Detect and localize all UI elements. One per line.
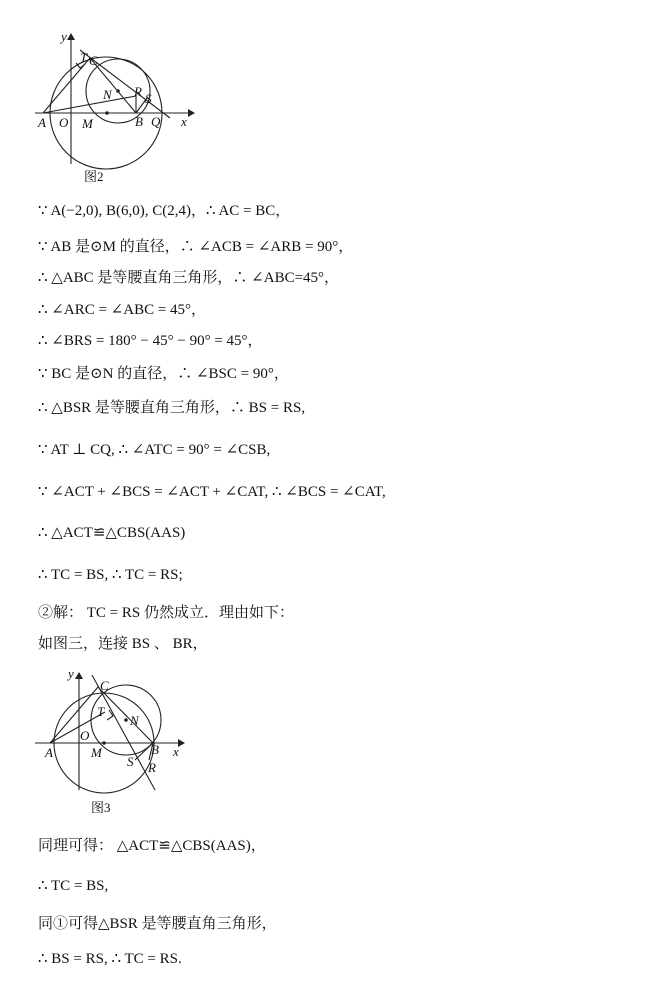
segment-ac bbox=[50, 687, 98, 743]
segment-ar bbox=[43, 96, 136, 113]
proof-line-14: 同①可得△BSR 是等腰直角三角形， bbox=[38, 916, 277, 932]
proof-line-2: ∵ AB 是⊙M 的直径，∴ ∠ACB = ∠ARB = 90°， bbox=[38, 239, 354, 255]
proof-line-6: ∵ BC 是⊙N 的直径，∴ ∠BSC = 90°， bbox=[38, 366, 289, 382]
point-n bbox=[116, 89, 120, 93]
label-y: y bbox=[68, 666, 74, 681]
label-t: T bbox=[97, 704, 105, 719]
proof-line-3: ∴ △ABC 是等腰直角三角形，∴ ∠ABC=45°， bbox=[38, 270, 340, 286]
label-m: M bbox=[82, 116, 93, 131]
label-q: Q bbox=[151, 114, 161, 129]
proof-line-12: 同理可得： △ACT≌△CBS(AAS)， bbox=[38, 838, 266, 854]
label-s: S bbox=[127, 754, 134, 769]
proof-line-11: ∴ TC = BS, ∴ TC = RS; bbox=[38, 567, 183, 583]
label-x: x bbox=[181, 114, 187, 129]
proof-line-8: ∵ AT ⊥ CQ, ∴ ∠ATC = 90° = ∠CSB, bbox=[38, 442, 271, 458]
label-m: M bbox=[91, 745, 102, 760]
figure-2 bbox=[30, 28, 200, 188]
proof-line-1: ∵ A(−2,0), B(6,0), C(2,4)，∴ AC = BC， bbox=[38, 203, 291, 219]
label-o: O bbox=[59, 115, 69, 130]
figure-2-diagram bbox=[30, 28, 200, 188]
proof-line-15: ∴ BS = RS, ∴ TC = RS. bbox=[38, 951, 182, 967]
label-s: S bbox=[145, 91, 152, 106]
point-m bbox=[105, 111, 109, 115]
point-m bbox=[102, 741, 106, 745]
proof-line-7: ∴ △BSR 是等腰直角三角形，∴ BS = RS, bbox=[38, 400, 306, 416]
label-x: x bbox=[173, 744, 179, 759]
label-a: A bbox=[45, 745, 53, 760]
proof-line-9: ∵ ∠ACT + ∠BCS = ∠ACT + ∠CAT, ∴ ∠BCS = ∠CAT, bbox=[38, 484, 386, 500]
label-r: R bbox=[134, 84, 142, 99]
proof-line-10: ∴ △ACT≌△CBS(AAS) bbox=[38, 525, 186, 541]
proof-line-13: ∴ TC = BS, bbox=[38, 878, 109, 894]
part-2-heading: ②解： TC = RS 仍然成立．理由如下： bbox=[38, 605, 294, 621]
label-c: C bbox=[100, 678, 109, 693]
figure-3-caption: 图3 bbox=[91, 800, 111, 815]
label-n: N bbox=[103, 87, 112, 102]
figure-3 bbox=[30, 665, 200, 820]
label-t: T bbox=[80, 50, 88, 65]
figure-3-diagram bbox=[30, 665, 200, 820]
proof-line-5: ∴ ∠BRS = 180° − 45° − 90° = 45°， bbox=[38, 333, 263, 349]
label-b: B bbox=[151, 742, 159, 757]
label-o: O bbox=[80, 728, 90, 743]
segment-cb bbox=[98, 687, 153, 743]
label-b: B bbox=[135, 114, 143, 129]
part-2-intro: 如图三，连接 BS 、 BR， bbox=[38, 636, 208, 652]
figure-2-caption: 图2 bbox=[84, 169, 104, 184]
point-n bbox=[124, 718, 128, 722]
label-n: N bbox=[130, 713, 139, 728]
label-r: R bbox=[148, 760, 156, 775]
label-y: y bbox=[61, 29, 67, 44]
label-c: C bbox=[89, 53, 98, 68]
proof-line-4: ∴ ∠ARC = ∠ABC = 45°， bbox=[38, 302, 207, 318]
label-a: A bbox=[38, 115, 46, 130]
